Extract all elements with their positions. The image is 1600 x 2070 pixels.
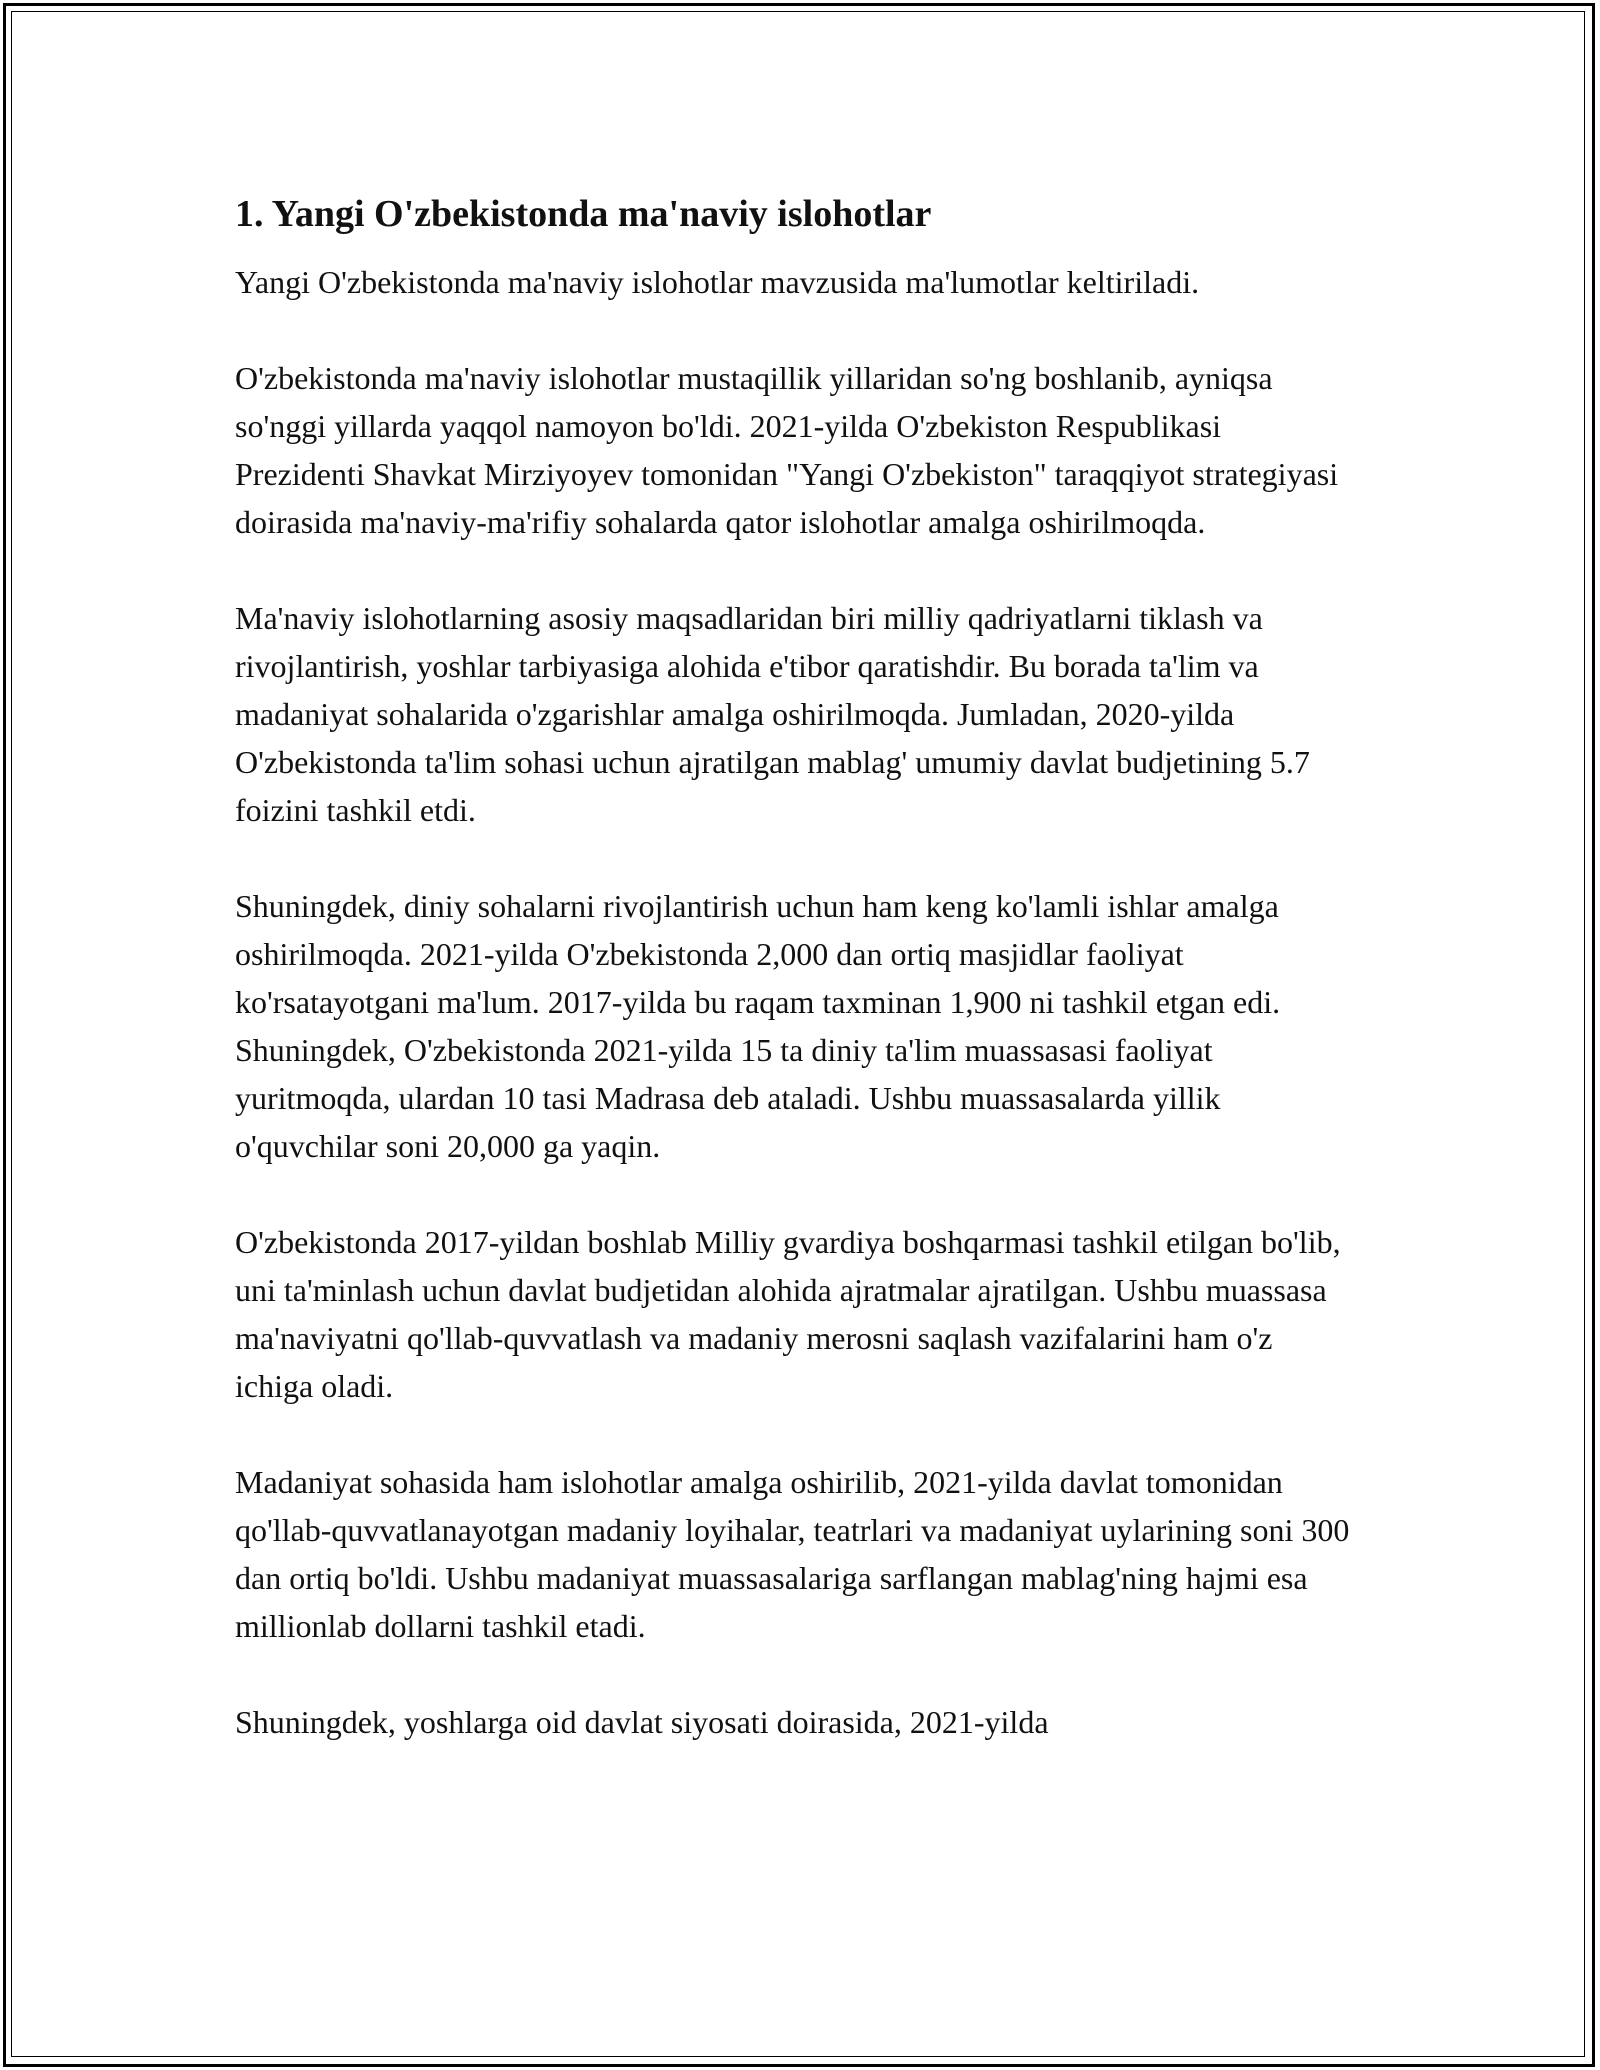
paragraph-religious-sphere: Shuningdek, diniy sohalarni rivojlantirish uchun ham keng ko'lamli ishlar amalga oshirilmoqda. 2021-yilda O'zbekistonda 2,000 dan ortiq masjidlar faoliyat ko'rsatayotgani ma'lum. 2017-yilda bu raqam taxminan 1,900 ni tashkil etgan edi. Shuningdek, O'zbekistonda 2021-yilda 15 ta diniy ta'lim muassasasi faoliyat yuritmoqda, ulardan 10 tasi Madrasa deb ataladi. Ushbu muassasalarda yillik o'quvchilar soni 20,000 ga yaqin. [235, 888, 1281, 1164]
paragraph-reform-goals: Ma'naviy islohotlarning asosiy maqsadlaridan biri milliy qadriyatlarni tiklash va rivojlantirish, yoshlar tarbiyasiga alohida e'tibor qaratishdir. Bu borada ta'lim va madaniyat sohalarida o'zgarishlar amalga oshirilmoqda. Jumladan, 2020-yilda O'zbekistonda ta'lim sohasi uchun ajratilgan mablag' umumiy davlat budjetining 5.7 foizini tashkil etdi. [235, 600, 1310, 828]
paragraph-national-guard: O'zbekistonda 2017-yildan boshlab Milliy gvardiya boshqarmasi tashkil etilgan bo'lib, uni ta'minlash uchun davlat budjetidan alohida ajratmalar ajratilgan. Ushbu muassasa ma'naviyatni qo'llab-quvvatlash va madaniy merosni saqlash vazifalarini ham o'z ichiga oladi. [235, 1224, 1341, 1404]
document-body [235, 190, 1355, 1794]
paragraph-youth-policy: Shuningdek, yoshlarga oid davlat siyosati doirasida, 2021-yilda [235, 1704, 1049, 1740]
document-title: 1. Yangi O'zbekistonda ma'naviy islohotlar [235, 193, 932, 235]
paragraph-reforms-start: O'zbekistonda ma'naviy islohotlar mustaqillik yillaridan so'ng boshlanib, ayniqsa so'nggi yillarda yaqqol namoyon bo'ldi. 2021-yilda O'zbekiston Respublikasi Prezidenti Shavkat Mirziyoyev tomonidan "Yangi O'zbekiston" taraqqiyot strategiyasi doirasida ma'naviy-ma'rifiy sohalarda qator islohotlar amalga oshirilmoqda. [235, 360, 1339, 540]
paragraph-intro: Yangi O'zbekistonda ma'naviy islohotlar mavzusida ma'lumotlar keltiriladi. [235, 264, 1200, 300]
paragraph-culture: Madaniyat sohasida ham islohotlar amalga oshirilib, 2021-yilda davlat tomonidan qo'llab-quvvatlanayotgan madaniy loyihalar, teatrlari va madaniyat uylarining soni 300 dan ortiq bo'ldi. Ushbu madaniyat muassasalariga sarflangan mablag'ning hajmi esa millionlab dollarni tashkil etadi. [235, 1464, 1350, 1644]
